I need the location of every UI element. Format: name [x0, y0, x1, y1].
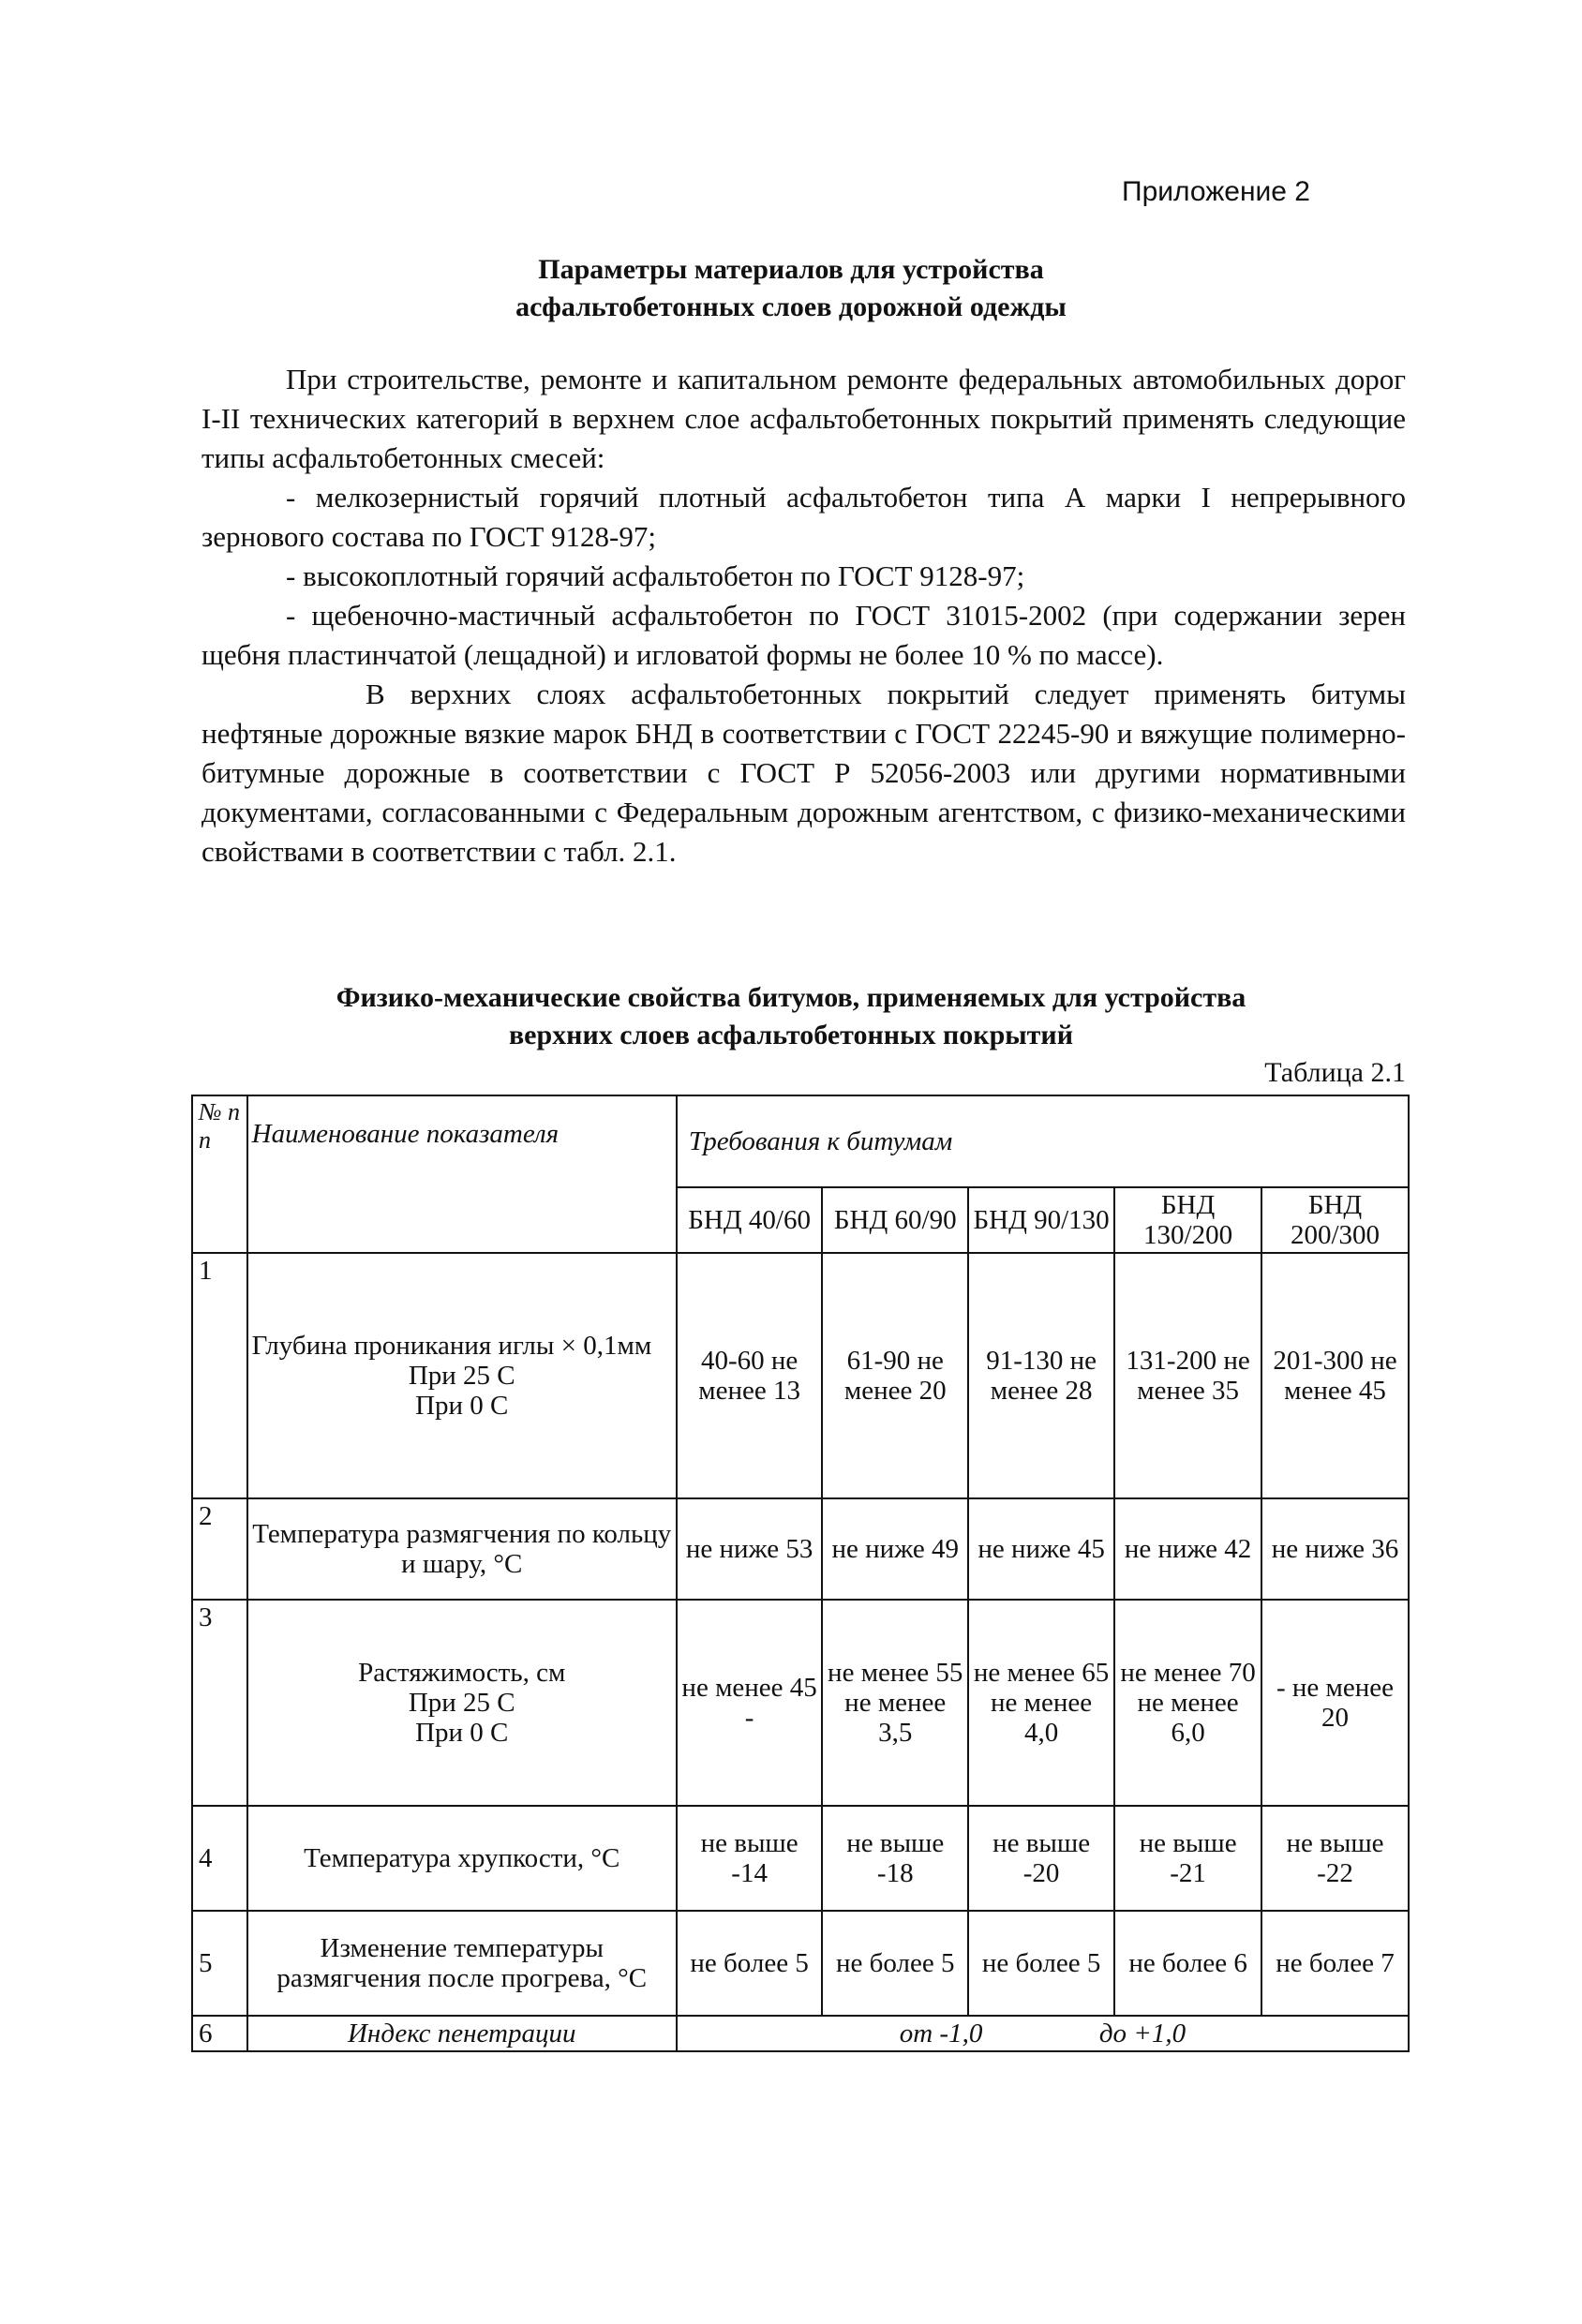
table-title-line2: верхних слоев асфальтобетонных покрытий	[508, 1020, 1073, 1050]
document-title	[0, 251, 1582, 326]
value-cell: 61-90 не менее 20	[822, 1253, 968, 1498]
value-cell: не выше -14	[677, 1806, 823, 1911]
range-to: до +1,0	[1098, 2019, 1186, 2048]
indicator-name	[247, 1600, 677, 1806]
table-row	[192, 1911, 1409, 2016]
grade-40-60: БНД 40/60	[677, 1187, 823, 1253]
range-from: от -1,0	[899, 2019, 983, 2048]
table-row	[192, 1253, 1409, 1498]
value-cell: не более 7	[1261, 1911, 1409, 2016]
value-cell: не менее 65 не менее 4,0	[968, 1600, 1114, 1806]
value-cell: не ниже 49	[822, 1498, 968, 1600]
value-cell: не ниже 45	[968, 1498, 1114, 1600]
value-cell: не менее 70 не менее 6,0	[1114, 1600, 1261, 1806]
value-cell: не более 5	[677, 1911, 823, 2016]
value-cell: 201-300 не менее 45	[1261, 1253, 1409, 1498]
value-cell: не более 5	[968, 1911, 1114, 2016]
grade-90-130: БНД 90/130	[968, 1187, 1114, 1253]
table-row	[192, 1600, 1409, 1806]
value-range-cell	[677, 2016, 1409, 2051]
row-number: 2	[192, 1498, 247, 1600]
table-title-line1: Физико-механические свойства битумов, применяемых для устройства	[336, 982, 1246, 1013]
table-row	[192, 1498, 1409, 1600]
value-cell: 131-200 не менее 35	[1114, 1253, 1261, 1498]
indicator-name: Температура хрупкости, °С	[247, 1806, 677, 1911]
value-cell: не менее 55 не менее 3,5	[822, 1600, 968, 1806]
table-row	[192, 1806, 1409, 1911]
paragraph-item-2: - высокоплотный горячий асфальтобетон по ГОСТ 9128-97;	[286, 559, 1025, 592]
paragraph-item-1: - мелкозернистый горячий плотный асфальтобетон типа А марки I непрерывного зернового состава по ГОСТ 9128-97;	[201, 481, 1406, 553]
grade-130-200: БНД 130/200	[1114, 1187, 1261, 1253]
indicator-sub-0: При 0 С	[415, 1391, 509, 1421]
grade-60-90: БНД 60/90	[822, 1187, 968, 1253]
paragraph-item-3: - щебеночно-мастичный асфальтобетон по ГОСТ 31015-2002 (при содержании зерен щебня пластинчатой (лещадной) и игловатой формы не более 10 % по массе).	[201, 599, 1406, 671]
value-cell: не выше -20	[968, 1806, 1114, 1911]
table-title	[0, 979, 1582, 1054]
value-cell: 40-60 не менее 13	[677, 1253, 823, 1498]
grade-200-300: БНД 200/300	[1261, 1187, 1409, 1253]
value-cell: не ниже 53	[677, 1498, 823, 1600]
value-cell: не выше -18	[822, 1806, 968, 1911]
body-text	[201, 360, 1406, 872]
value-cell: не ниже 42	[1114, 1498, 1261, 1600]
appendix-label: Приложение 2	[1122, 176, 1310, 207]
table-number: Таблица 2.1	[1264, 1057, 1406, 1088]
value-cell: не ниже 36	[1261, 1498, 1409, 1600]
value-cell: не более 5	[822, 1911, 968, 2016]
row-number: 6	[192, 2016, 247, 2051]
indicator-name: Температура размягчения по кольцу и шару, °С	[247, 1498, 677, 1600]
paragraph-bitumen: В верхних слоях асфальтобетонных покрытий следует применять битумы нефтяные дорожные вязкие марок БНД в соответствии с ГОСТ 22245-90 и вяжущие полимерно-битумные дорожные в соответствии с ГОСТ Р 52056-2003 или другими нормативными документами, согласованными с Федеральным дорожным агентством, с физико-механическими свойствами в соответствии с табл. 2.1.	[201, 678, 1406, 868]
row-number: 3	[192, 1600, 247, 1806]
value-cell: не выше -22	[1261, 1806, 1409, 1911]
indicator-name: Индекс пенетрации	[247, 2016, 677, 2051]
document-title-line1: Параметры материалов для устройства	[538, 254, 1044, 285]
value-cell: не выше -21	[1114, 1806, 1261, 1911]
indicator-sub-25: При 25 С	[408, 1688, 515, 1718]
bitumen-properties-table	[191, 1095, 1410, 2052]
indicator-main: Растяжимость, см	[358, 1658, 566, 1688]
indicator-name: Изменение температуры размягчения после прогрева, °С	[247, 1911, 677, 2016]
header-requirements: Требования к битумам	[677, 1095, 1409, 1187]
header-number: № п п	[192, 1095, 247, 1253]
row-number: 1	[192, 1253, 247, 1498]
indicator-sub-25: При 25 С	[408, 1361, 515, 1391]
indicator-main: Глубина проникания иглы × 0,1мм	[251, 1331, 652, 1361]
table-header-row	[192, 1095, 1409, 1187]
value-cell: 91-130 не менее 28	[968, 1253, 1114, 1498]
indicator-name	[247, 1253, 677, 1498]
table-row	[192, 2016, 1409, 2051]
value-cell: не более 6	[1114, 1911, 1261, 2016]
row-number: 4	[192, 1806, 247, 1911]
indicator-sub-0: При 0 С	[415, 1718, 509, 1748]
header-indicator-name: Наименование показателя	[247, 1095, 677, 1253]
document-title-line2: асфальтобетонных слоев дорожной одежды	[515, 291, 1067, 322]
value-cell: - не менее 20	[1261, 1600, 1409, 1806]
paragraph-intro: При строительстве, ремонте и капитальном ремонте федеральных автомобильных дорог I-II технических категорий в верхнем слое асфальтобетонных покрытий применять следующие типы асфальтобетонных смесей:	[201, 363, 1406, 474]
row-number: 5	[192, 1911, 247, 2016]
value-cell: не менее 45 -	[677, 1600, 823, 1806]
